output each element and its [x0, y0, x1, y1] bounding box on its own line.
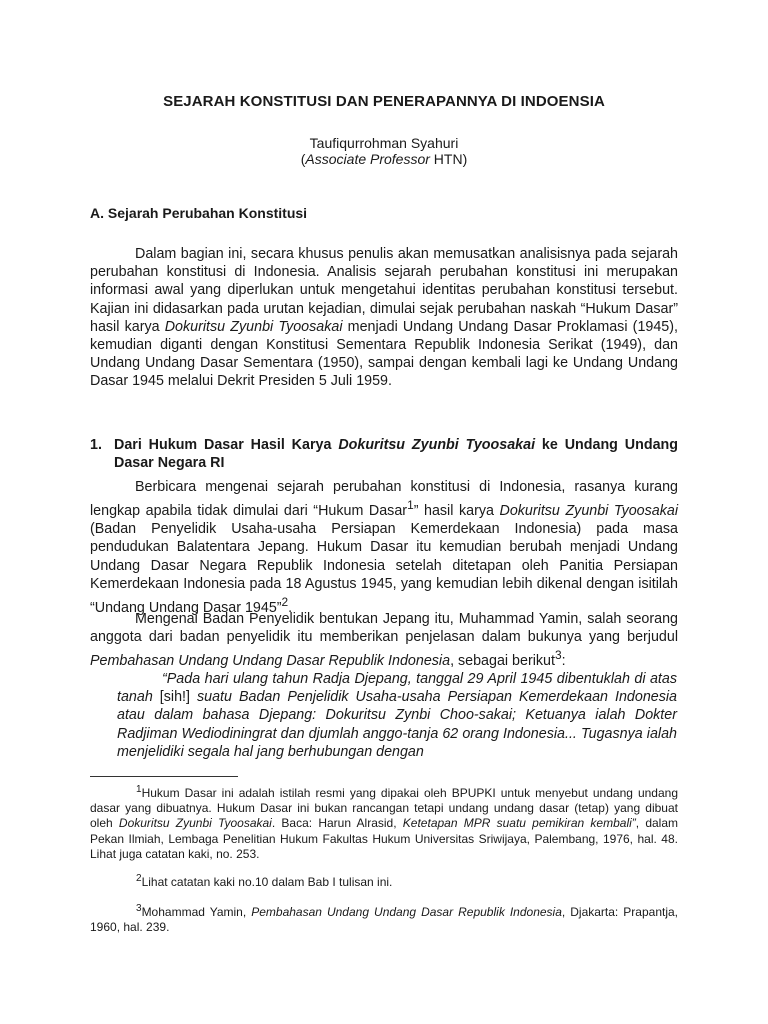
- section-a-paragraph: Dalam bagian ini, secara khusus penulis akan memusatkan analisisnya pada sejarah perubahan konstitusi di Indonesia. Analisis sejarah perubahan konstitusi ini merupakan informasi awal yang diperlukan untuk mengetahui identitas perubahan konstitusi tersebut. Kajian ini didasarkan pada urutan kejadian, dimulai sejak perubahan naskah “Hukum Dasar” hasil karya Dokuritsu Zyunbi Tyoosakai menjadi Undang Undang Dasar Proklamasi (1945), kemudian diganti dengan Konstitusi Sementara Republik Indonesia Serikat (1949), dan Undang Undang Dasar Sementara (1950), sampai dengan kembali lagi ke Undang Undang Dasar 1945 melalui Dekrit Presiden 5 Juli 1959.: [90, 246, 678, 390]
- footnote-ref-2[interactable]: 2: [281, 594, 289, 609]
- subsection-1-paragraph-2: Mengenai Badan Penyelidik bentukan Jepang itu, Muhammad Yamin, salah seorang anggota dari badan penyelidik itu memberikan penjelasan dalam bukunya yang berjudul Pembahasan Undang Undang Dasar Republik Indonesia, sebagai berikut$^3$:: [90, 611, 678, 670]
- document-title: SEJARAH KONSTITUSI DAN PENERAPANNYA DI INDOENSIA: [163, 93, 605, 110]
- footnote-mark: 1: [136, 784, 142, 795]
- section-a-heading: A. Sejarah Perubahan Konstitusi: [90, 205, 308, 221]
- footnote-ref-3[interactable]: 3: [554, 648, 562, 663]
- subsection-1-heading: [90, 436, 678, 472]
- footnote-2: $^2$Lihat catatan kaki no.10 dalam Bab I tulisan ini.: [136, 873, 393, 889]
- block-quote: “Pada hari ulang tahun Radja Djepang, tanggal 29 April 1945 dibentuklah di atas tanah [sih!] suatu Badan Penjelidik Usaha-usaha Persiapan Kemerdekaan Indonesia atau dalam bahasa Djepang: Dokuritsu Zynbi Choo-sakai; Ketuanya ialah Dokter Radjiman Wediodiningrat dan djumlah anggo-tanja 62 orang Indonesia... Tugasnya ialah menjelidiki segala hal jang berhubungan dengan: [117, 671, 677, 760]
- footnote-mark: 2: [136, 873, 142, 884]
- subsection-number: 1.: [90, 437, 102, 453]
- footnote-separator: [90, 776, 238, 777]
- footnote-ref-1[interactable]: 1: [407, 498, 414, 513]
- author-block: [0, 135, 768, 167]
- footnote-3: $^3$Mohammad Yamin, Pembahasan Undang Undang Dasar Republik Indonesia, Djakarta: Prapantja, 1960, hal. 239.: [90, 903, 678, 935]
- footnote-mark: 3: [136, 903, 142, 914]
- author-name: Taufiqurrohman Syahuri: [309, 135, 459, 151]
- author-role: (Associate Professor HTN): [300, 151, 468, 167]
- footnote-1: $^1$Hukum Dasar ini adalah istilah resmi yang dipakai oleh BPUPKI untuk menyebut undang undang dasar yang dibuatnya. Hukum Dasar ini bukan rancangan tetapi undang undang dasar (tetap) yang dibuat oleh Dokuritsu Zyunbi Tyoosakai. Baca: Harun Alrasid, Ketetapan MPR suatu pemikiran kembali”, dalam Pekan Ilmiah, Lembaga Penelitian Hukum Fakultas Hukum Universitas Sriwijaya, Palembang, 1976, hal. 48. Lihat juga catatan kaki, no. 253.: [90, 784, 679, 861]
- subsection-1-paragraph-1: Berbicara mengenai sejarah perubahan konstitusi di Indonesia, rasanya kurang lengkap apabila tidak dimulai dari “Hukum Dasar$^1$” hasil karya Dokuritsu Zyunbi Tyoosakai (Badan Penyelidik Usaha-usaha Persiapan Kemerdekaan Indonesia) pada masa pendudukan Balatentara Jepang. Hukum Dasar itu kemudian berubah menjadi Undang Undang Dasar Negara Republik Indonesia setelah ditetapan oleh Panitia Persiapan Kemerdekaan Indonesia pada 18 Agustus 1945, yang kemudian lebih dikenal dengan isitilah “Undang Undang Dasar 1945”$^2$.: [90, 479, 679, 616]
- subsection-title: Dari Hukum Dasar Hasil Karya Dokuritsu Zyunbi Tyoosakai ke Undang Undang Dasar Negara RI: [114, 437, 678, 472]
